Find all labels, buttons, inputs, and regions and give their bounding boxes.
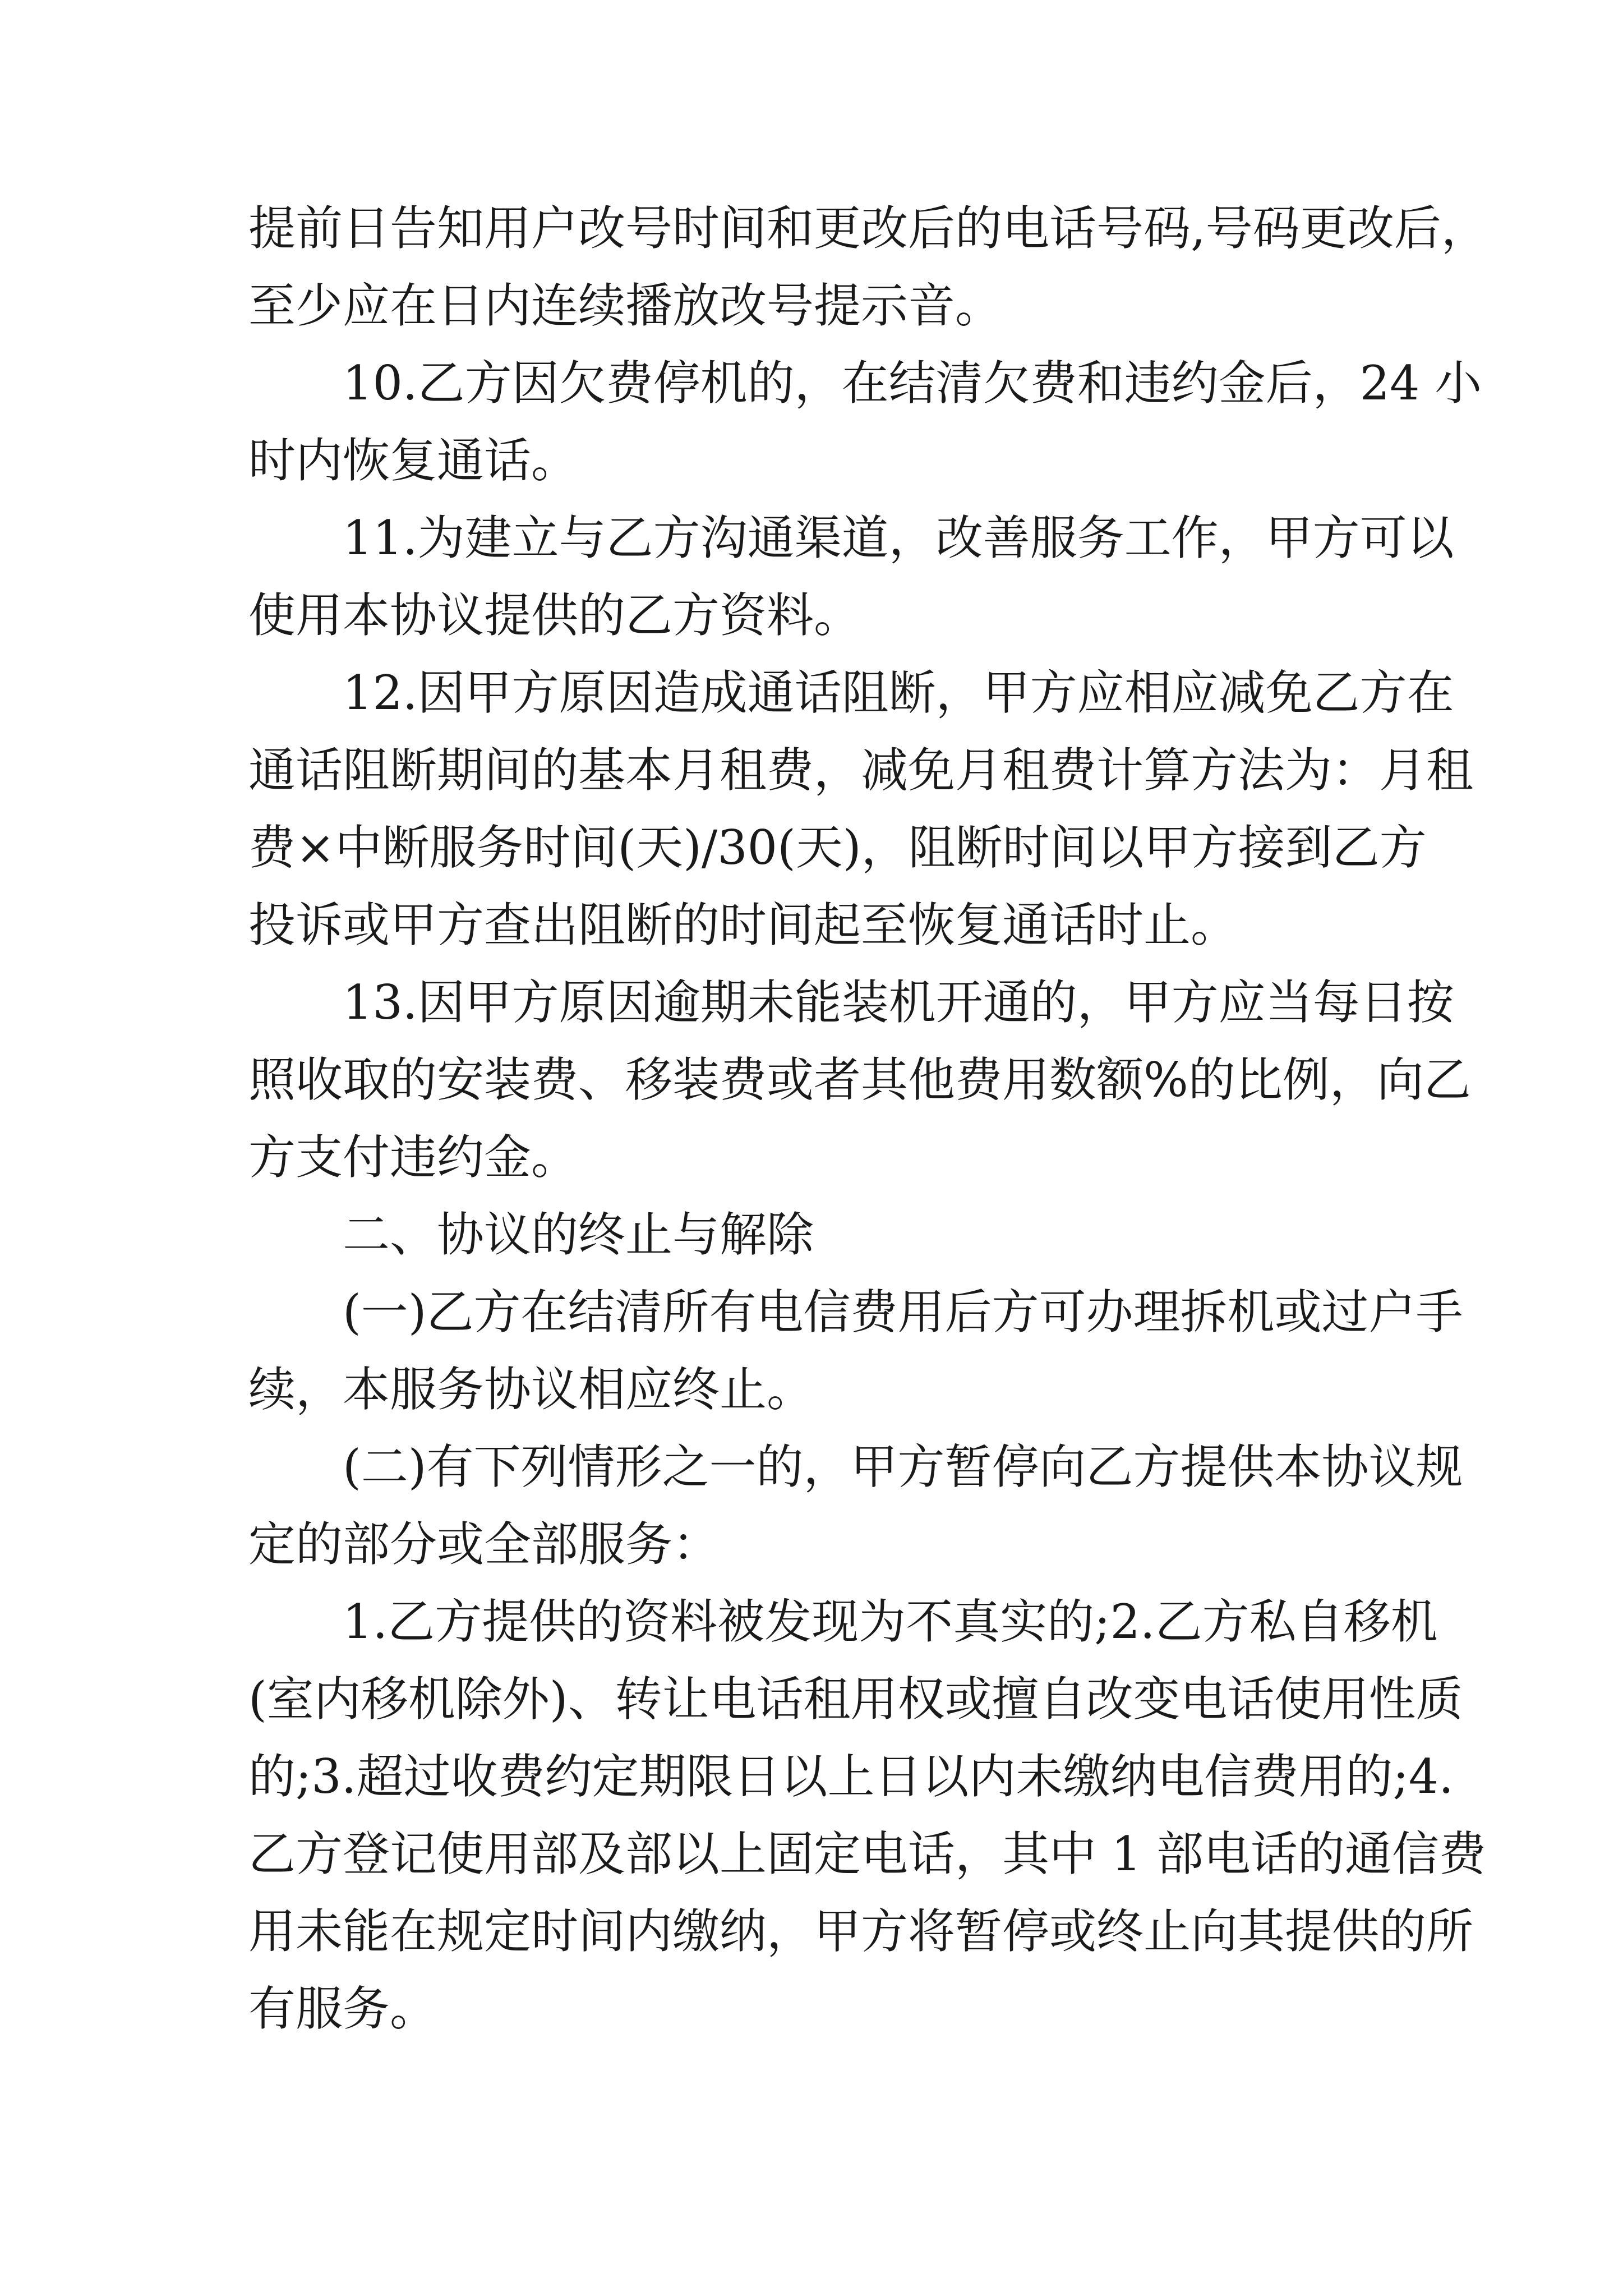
text-line: 通话阻断期间的基本月租费，减免月租费计算方法为：月租 [248, 743, 1474, 798]
paragraph-suspension-cases [248, 1583, 1486, 2047]
text-line: 的;3.超过收费约定期限日以上日以内未缴纳电信费用的;4. [248, 1749, 1454, 1804]
text-line: 投诉或甲方查出阻断的时间起至恢复通话时止。 [248, 898, 1238, 953]
text-line: 1.乙方提供的资料被发现为不真实的;2.乙方私自移机 [343, 1594, 1438, 1649]
section-heading-termination [248, 1196, 1437, 1273]
paragraph-item-12 [248, 654, 1474, 964]
paragraph-subitem-2 [248, 1428, 1463, 1583]
text-line: 用未能在规定时间内缴纳，甲方将暂停或终止向其提供的所 [248, 1904, 1474, 1959]
text-line: 方支付违约金。 [248, 1130, 579, 1185]
text-line: 有服务。 [248, 1981, 437, 2036]
paragraph-subitem-1 [248, 1273, 1463, 1428]
document-body [248, 190, 1488, 2047]
paragraph-item-10 [248, 344, 1482, 499]
text-line: (一)乙方在结清所有电信费用后方可办理拆机或过户手 [343, 1285, 1463, 1340]
text-line: 费×中断服务时间(天)/30(天)，阻断时间以甲方接到乙方 [248, 820, 1427, 875]
text-line: 提前日告知用户改号时间和更改后的电话号码,号码更改后， [248, 201, 1488, 256]
text-line: 定的部分或全部服务： [248, 1517, 720, 1572]
text-line: 乙方登记使用部及部以上固定电话，其中 1 部电话的通信费 [248, 1826, 1486, 1881]
text-line: 10.乙方因欠费停机的，在结清欠费和违约金后，24 小 [343, 356, 1482, 411]
text-line: (室内移机除外)、转让电话租用权或擅自改变电话使用性质 [248, 1672, 1463, 1727]
text-line: 照收取的安装费、移装费或者其他费用数额%的比例，向乙 [248, 1052, 1471, 1107]
text-line: 11.为建立与乙方沟通渠道，改善服务工作，甲方可以 [343, 510, 1454, 565]
text-line: 13.因甲方原因逾期未能装机开通的，甲方应当每日按 [343, 975, 1454, 1030]
text-line: 时内恢复通话。 [248, 433, 579, 488]
paragraph-item-11 [248, 499, 1454, 654]
text-line: 12.因甲方原因造成通话阻断，甲方应相应减免乙方在 [343, 665, 1454, 720]
paragraph-continuation [248, 190, 1488, 344]
text-line: 至少应在日内连续播放改号提示音。 [248, 278, 1003, 333]
text-line: 使用本协议提供的乙方资料。 [248, 588, 861, 643]
text-line: (二)有下列情形之一的，甲方暂停向乙方提供本协议规 [343, 1439, 1463, 1494]
paragraph-item-13 [248, 964, 1471, 1196]
text-line: 二、协议的终止与解除 [343, 1207, 814, 1262]
text-line: 续，本服务协议相应终止。 [248, 1362, 814, 1417]
